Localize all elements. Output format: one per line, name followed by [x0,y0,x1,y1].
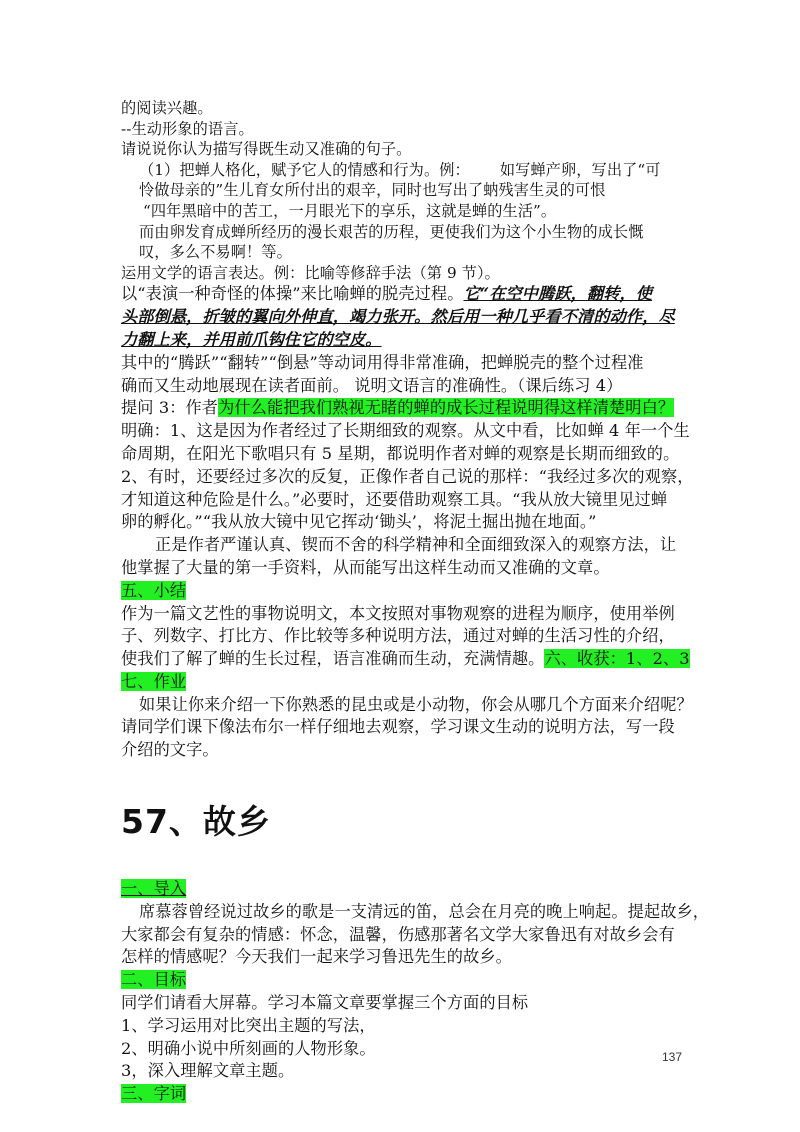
text-line: 如果让你来介绍一下你熟悉的昆虫或是小动物，你会从哪几个方面来介绍呢？ [139,694,693,714]
text-line: 而由卵发育成蝉所经历的漫长艰苦的历程，更使我们为这个小生物的成长慨 [139,222,644,241]
text-line: 怎样的情感呢？今天我们一起来学习鲁迅先生的故乡。 [121,947,512,967]
document-body [121,98,710,1106]
text-line: 他掌握了大量的第一手资料，从而能写出这样生动而又准确的文章。 [121,557,610,577]
text-line: 叹，多么不易啊！等。 [139,243,292,262]
text-line: 子、列数字、打比方、作比较等多种说明方法，通过对蝉的生活习性的介绍， [121,626,675,646]
text-line [121,160,701,181]
text-line: 1、学习运用对比突出主题的写法， [121,1015,376,1035]
quoted-text-line: 头部倒悬，折皱的翼向外伸直，竭力张开。然后用一种几乎看不清的动作，尽 [121,307,675,327]
text-line: 命周期，在阳光下歌唱只有 5 星期，都说明作者对蝉的观察是长期而细致的。 [121,443,680,463]
text-line [121,283,701,306]
text-line: 怜做母亲的”生儿育女所付出的艰辛，同时也写出了蚋残害生灵的可恨 [139,181,606,200]
text-line [121,397,701,420]
text-segment: 如写蝉产卵，写出了“可 [499,160,661,179]
quoted-text: 力翻上来，并用前爪钩住它的空皮。 [121,329,382,349]
text-segment: 使我们了解了蝉的生长过程，语言准确而生动，充满情趣。 [121,649,545,669]
text-line: --生动形象的语言。 [121,119,254,138]
text-line [121,329,701,352]
section-heading-intro: 一、导入 [121,879,187,899]
section-heading-words: 三、字词 [121,1084,187,1104]
text-line: 介绍的文字。 [121,740,219,760]
text-segment: （1）把蝉人格化，赋予它人的情感和行为。例： [139,160,470,179]
section-heading [121,969,701,992]
section-heading [121,878,701,901]
text-line: 席慕蓉曾经说过故乡的歌是一支清远的笛，总会在月亮的晚上响起。提起故乡， [139,901,710,921]
text-line: 大家都会有复杂的情感：怀念，温馨，伤感那著名文学大家鲁迅有对故乡会有 [121,924,675,944]
text-line: 正是作者严谨认真、锲而不舍的科学精神和全面细致深入的观察方法，让 [155,535,677,555]
text-line: “四年黑暗中的苦工，一月眼光下的享乐，这就是蝉的生活”。 [143,201,557,220]
page-number: 137 [662,1050,683,1064]
section-heading-homework: 七、作业 [121,671,187,691]
section-heading [121,1083,701,1106]
section-heading [121,671,701,694]
text-line: 3，深入理解文章主题。 [121,1061,295,1081]
section-heading [121,580,701,603]
text-line: 同学们请看大屏幕。学习本篇文章要掌握三个方面的目标 [121,993,529,1013]
text-line: 2、有时，还要经过多次的反复，正像作者自己说的那样：“我经过多次的观察， [121,466,694,486]
text-line: 明确：1、这是因为作者经过了长期细致的观察。从文中看，比如蝉 4 年一个生 [121,421,690,441]
text-line: 才知道这种危险是什么。”必要时，还要借助观察工具。“我从放大镜里见过蝉 [121,489,668,509]
text-line: 的阅读兴趣。 [121,99,213,117]
text-segment: 提问 3：作者 [121,398,219,418]
text-line: 确而又生动地展现在读者面前。 说明文语言的准确性。（课后练习 4） [121,375,623,395]
text-line: 卵的孵化。”“我从放大镜中见它挥动‘锄头’，将泥土掘出抛在地面。” [121,512,597,532]
quoted-text: 它“在空中腾跃，翻转，使 [463,284,653,304]
text-line: 作为一篇文艺性的事物说明文，本文按照对事物观察的进程为顺序，使用举例 [121,603,675,623]
text-line: 请说说你认为描写得既生动又准确的句子。 [121,140,412,159]
text-line: 其中的“腾跃”“翻转”“倒悬”等动词用得非常准确，把蝉脱壳的整个过程准 [121,352,644,372]
section-heading-gains: 六、收获：1、2、3 [544,649,690,669]
section-heading-summary: 五、小结 [121,580,187,600]
section-heading-goals: 二、目标 [121,970,187,990]
chapter-title: 57、故乡 [121,802,271,842]
highlighted-question: 为什么能把我们熟视无睹的蝉的成长过程说明得这样清楚明白？ [218,398,675,418]
text-line: 运用文学的语言表达。例：比喻等修辞手法（第 9 节）。 [121,263,500,282]
text-segment: 以“表演一种奇怪的体操”来比喻蝉的脱壳过程。 [121,284,464,304]
text-line: 请同学们课下像法布尔一样仔细地去观察，学习课文生动的说明方法，写一段 [121,717,675,737]
text-line: 2、明确小说中所刻画的人物形象。 [121,1038,376,1058]
text-line [121,648,701,671]
